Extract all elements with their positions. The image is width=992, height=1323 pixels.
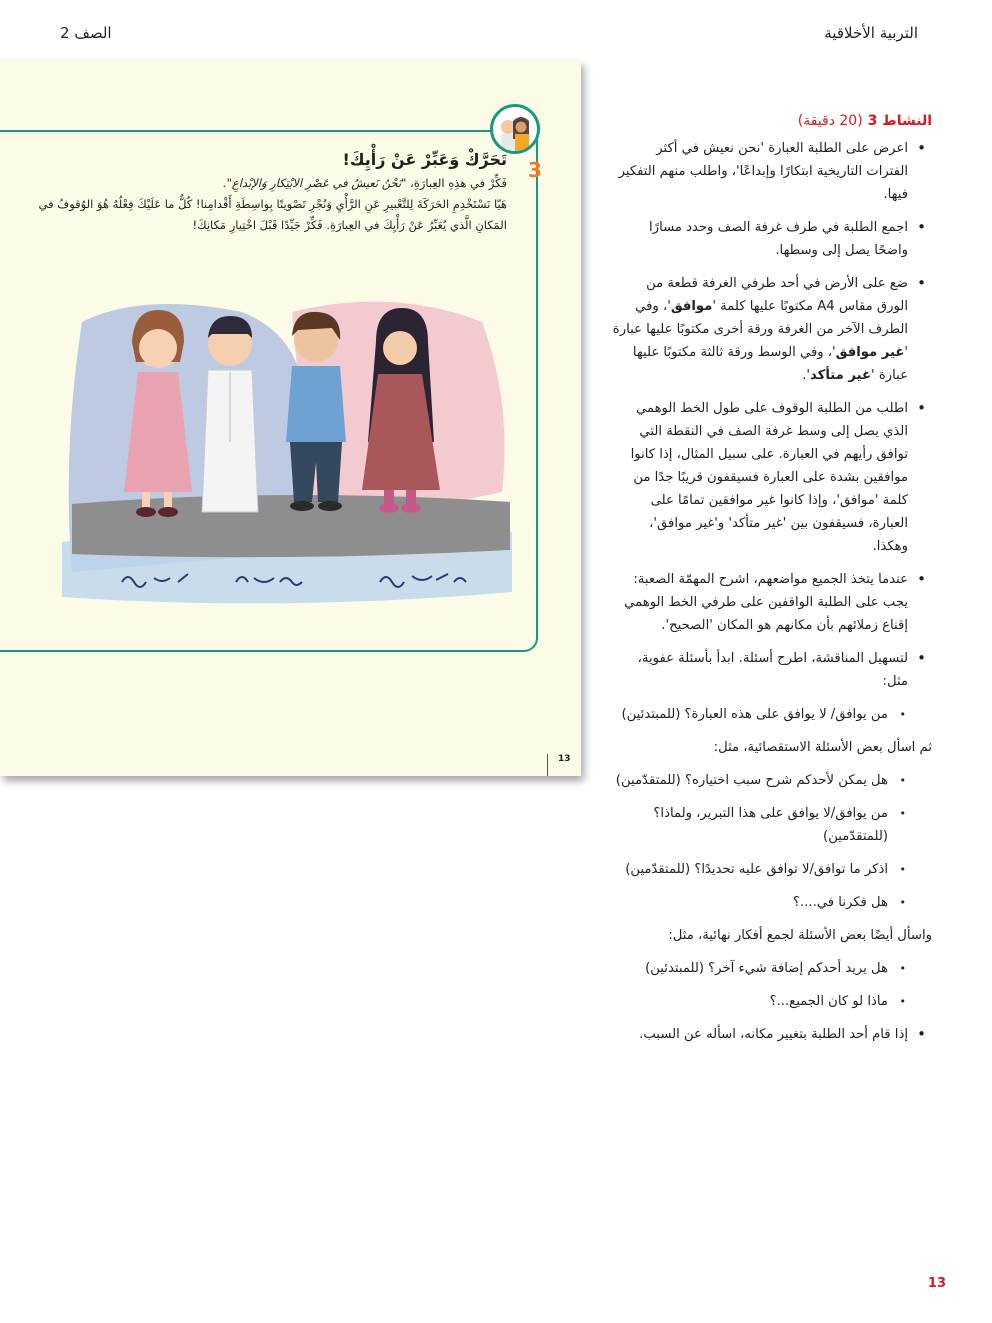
statement-quote: "نَحْنُ نَعيشُ في عَصْرِ الابْتِكارِ وَالإبْداعِ". [222,176,407,190]
instruction-line-1: فَكِّرْ في هذِهِ العِبارَةِ، [406,176,507,190]
step-5: • عندما يتخذ الجميع مواضعهم، اشرح المهمّة الصعبة: يجب على الطلبة الواقفين على طرفي الخط الوهمي إقناع زملائهم بأن مكانهم هو المكان 'الصحيح'. [612,568,932,637]
step-7: • إذا قام أحد الطلبة بتغيير مكانه، اسأله عن السبب. [612,1023,932,1046]
final-intro: واسأل أيضًا بعض الأسئلة لجمع أفكار نهائية، مثل: [668,928,932,943]
probing-intro: ثم اسأل بعض الأسئلة الاستقصائية، مثل: [713,740,932,755]
activity-heading-duration: (20 دقيقة) [797,113,863,129]
instruction-line-3: المَكانِ الَّذي يُعَبِّرُ عَنْ رَأْيِكَ في العِبارَةِ. فَكِّرْ جَيِّدًا قَبْلَ اخْتِيارِ مَكانِكَ! [192,218,507,232]
activity-heading-title: النشاط 3 [867,113,932,129]
step-1: • اعرض على الطلبة العبارة 'نحن نعيش في أكثر الفترات التاريخية ابتكارًا وإبداعًا'، واطلب منهم التفكير فيها. [612,137,932,206]
children-icon [490,104,540,154]
question-4: • اذكر ما توافق/لا توافق عليه تحديدًا؟ (للمتقدّمين) [612,858,932,881]
instruction-line-2: هَيّا نَسْتَخْدِمِ الحَرَكَةَ لِلتَّعْبيرِ عَنِ الرَّأْيِ وَنُجْرِ تَصْويتًا بِواسِطَةِ أَقْدامِنا! كُلُّ ما عَلَيْكَ فِعْلُهُ هُوَ الوُقوفُ في [38,197,507,211]
activity-instructions [37,173,507,236]
question-1: • من يوافق/ لا يوافق على هذه العبارة؟ (للمبتدئين) [612,703,932,726]
step-2: • اجمع الطلبة في طرف غرفة الصف وحدد مسارًا واضحًا يصل إلى وسطها. [612,216,932,262]
step-3 [612,272,932,387]
label-disagree: غير موافق [835,345,905,360]
activity-number: 3 [528,158,542,182]
question-5: • هل فكرنا في....؟ [612,891,932,914]
step-3-part-4: '. [802,368,811,383]
footer-divider [547,754,548,776]
student-book-page [0,60,581,776]
question-3: • من يوافق/لا يوافق على هذا التبرير، ولماذا؟ (للمتقدّمين) [612,802,932,848]
activity-title: تَحَرَّكْ وَعَبِّرْ عَنْ رَأْيِكَ! [342,150,507,169]
step-3-part-2: '، وفي الطرف الآخر من الغرفة ورقة أخرى مكتوبًا عليها عبارة ' [612,299,908,360]
question-6: • هل يريد أحدكم إضافة شيء آخر؟ (للمبتدئين) [612,957,932,980]
step-3-part-1: ضع على الأرض في أحد طرفي الغرفة قطعة من الورق مقاس A4 مكتوبًا عليها كلمة ' [646,276,908,314]
step-6: • لتسهيل المناقشة، اطرح أسئلة. ابدأ بأسئلة عفوية، مثل: [612,647,932,693]
label-unsure: غير متأكد [810,368,872,383]
student-page-number: 13 [558,754,571,764]
activity-heading [612,110,932,133]
question-7: • ماذا لو كان الجميع...؟ [612,990,932,1013]
header-grade: الصف 2 [60,24,112,42]
header-subject: التربية الأخلاقية [824,24,918,42]
children-voting-illustration [62,292,512,606]
step-3-part-3: '، وفي الوسط ورقة ثالثة مكتوبًا عليها عبارة ' [632,345,908,383]
question-2: • هل يمكن لأحدكم شرح سبب اختياره؟ (للمتقدّمين) [612,769,932,792]
teacher-guide-column [612,110,932,1056]
page-number: 13 [927,1276,946,1291]
step-4: • اطلب من الطلبة الوقوف على طول الخط الوهمي الذي يصل إلى وسط غرفة الصف في النقطة التي توافق رأيهم في العبارة. على سبيل المثال، إذا كانوا موافقين بشدة على العبارة فسيقفون قريبًا جدًا من كلمة 'موافق'، وإذا كانوا غير موافقين تمامًا على العبارة، فسيقفون بين 'غير متأكد' و'غير موافق'، وهكذا. [612,397,932,558]
label-agree: موافق [670,299,713,314]
